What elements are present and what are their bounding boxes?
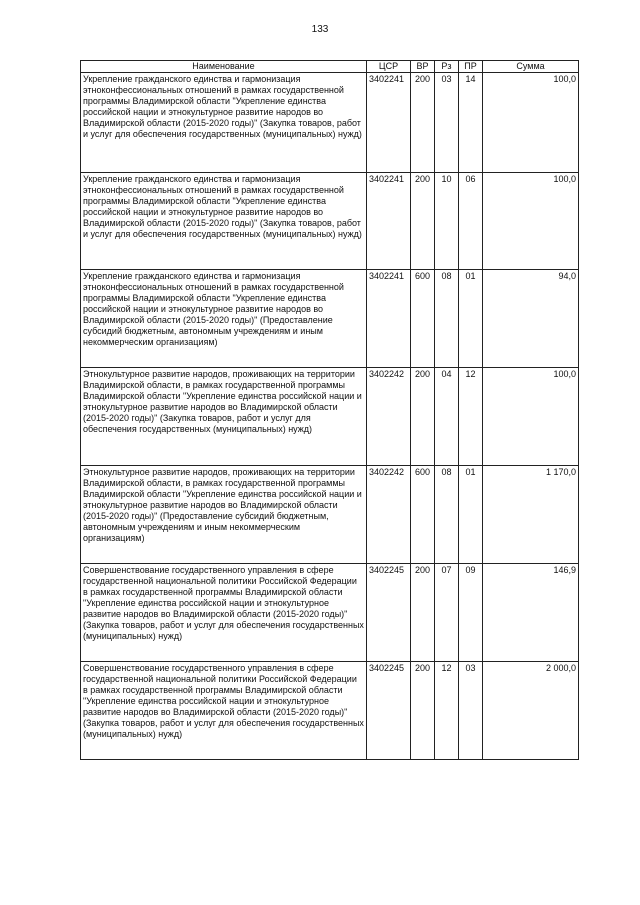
row-sum: 100,0 xyxy=(483,368,579,466)
row-pr: 01 xyxy=(459,270,483,368)
table-row xyxy=(81,662,579,760)
row-csr: 3402241 xyxy=(367,73,411,173)
row-pr: 14 xyxy=(459,73,483,173)
row-vr: 600 xyxy=(411,270,435,368)
table-row xyxy=(81,73,579,173)
header-pr: ПР xyxy=(459,61,483,73)
row-pr: 03 xyxy=(459,662,483,760)
row-sum: 146,9 xyxy=(483,564,579,662)
row-name: Укрепление гражданского единства и гармонизация этноконфессиональных отношений в рамках государственной программы Владимирской области "Укрепление единства российской нации и этнокультурное развитие народов во Владимирской области (2015-2020 годы)" (Предоставление субсидий бюджетным, автономным учреждениям и иным некоммерческим организациям) xyxy=(81,270,367,368)
table-row xyxy=(81,466,579,564)
row-sum: 100,0 xyxy=(483,73,579,173)
row-name: Этнокультурное развитие народов, проживающих на территории Владимирской области, в рамках государственной программы Владимирской области "Укрепление единства российской нации и этнокультурное развитие народов во Владимирской области (2015-2020 годы)" (Закупка товаров, работ и услуг для обеспечения государственных (муниципальных) нужд) xyxy=(81,368,367,466)
row-rz: 08 xyxy=(435,270,459,368)
row-pr: 09 xyxy=(459,564,483,662)
row-rz: 07 xyxy=(435,564,459,662)
row-pr: 12 xyxy=(459,368,483,466)
table-row xyxy=(81,173,579,270)
row-csr: 3402245 xyxy=(367,662,411,760)
table-row xyxy=(81,564,579,662)
table-row xyxy=(81,270,579,368)
row-csr: 3402245 xyxy=(367,564,411,662)
header-sum: Сумма xyxy=(483,61,579,73)
row-sum: 94,0 xyxy=(483,270,579,368)
row-vr: 200 xyxy=(411,564,435,662)
row-pr: 01 xyxy=(459,466,483,564)
row-name: Совершенствование государственного управления в сфере государственной национальной политики Российской Федерации в рамках государственной программы Владимирской области "Укрепление единства российской нации и этнокультурное развитие народов во Владимирской области (2015-2020 годы)" (Закупка товаров, работ и услуг для обеспечения государственных (муниципальных) нужд) xyxy=(81,564,367,662)
row-rz: 03 xyxy=(435,73,459,173)
budget-table xyxy=(80,60,579,760)
header-vr: ВР xyxy=(411,61,435,73)
row-csr: 3402242 xyxy=(367,466,411,564)
row-name: Этнокультурное развитие народов, проживающих на территории Владимирской области, в рамках государственной программы Владимирской области "Укрепление единства российской нации и этнокультурное развитие народов во Владимирской области (2015-2020 годы)" (Предоставление субсидий бюджетным, автономным учреждениям и иным некоммерческим организациям) xyxy=(81,466,367,564)
page-number: 133 xyxy=(311,24,329,35)
row-csr: 3402241 xyxy=(367,173,411,270)
table-row xyxy=(81,368,579,466)
table-header-row xyxy=(81,61,579,73)
row-csr: 3402242 xyxy=(367,368,411,466)
row-pr: 06 xyxy=(459,173,483,270)
row-name: Укрепление гражданского единства и гармонизация этноконфессиональных отношений в рамках государственной программы Владимирской области "Укрепление единства российской нации и этнокультурное развитие народов во Владимирской области (2015-2020 годы)" (Закупка товаров, работ и услуг для обеспечения государственных (муниципальных) нужд) xyxy=(81,73,367,173)
header-name: Наименование xyxy=(81,61,367,73)
row-rz: 08 xyxy=(435,466,459,564)
row-vr: 200 xyxy=(411,73,435,173)
header-rz: Рз xyxy=(435,61,459,73)
row-vr: 200 xyxy=(411,173,435,270)
row-vr: 200 xyxy=(411,368,435,466)
row-sum: 1 170,0 xyxy=(483,466,579,564)
row-sum: 2 000,0 xyxy=(483,662,579,760)
row-name: Укрепление гражданского единства и гармонизация этноконфессиональных отношений в рамках государственной программы Владимирской области "Укрепление единства российской нации и этнокультурное развитие народов во Владимирской области (2015-2020 годы)" (Закупка товаров, работ и услуг для обеспечения государственных (муниципальных) нужд) xyxy=(81,173,367,270)
row-name: Совершенствование государственного управления в сфере государственной национальной политики Российской Федерации в рамках государственной программы Владимирской области "Укрепление единства российской нации и этнокультурное развитие народов во Владимирской области (2015-2020 годы)" (Закупка товаров, работ и услуг для обеспечения государственных (муниципальных) нужд) xyxy=(81,662,367,760)
row-vr: 200 xyxy=(411,662,435,760)
row-sum: 100,0 xyxy=(483,173,579,270)
row-rz: 12 xyxy=(435,662,459,760)
row-vr: 600 xyxy=(411,466,435,564)
header-csr: ЦСР xyxy=(367,61,411,73)
row-rz: 04 xyxy=(435,368,459,466)
row-csr: 3402241 xyxy=(367,270,411,368)
row-rz: 10 xyxy=(435,173,459,270)
